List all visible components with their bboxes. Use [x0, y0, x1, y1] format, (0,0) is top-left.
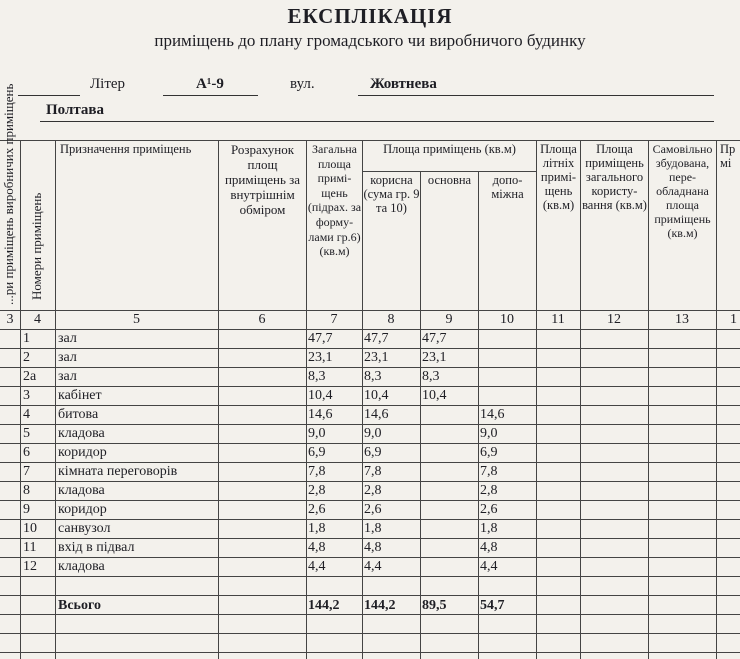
- header-col12: Площа приміщень загального користу-вання (кв.м): [582, 142, 647, 212]
- cell-name: зал: [58, 369, 77, 384]
- header-col14: Пр мі: [720, 142, 736, 170]
- col-number: 4: [34, 312, 41, 327]
- header-col7: Загальна площа примі-щень (підрах. за форму-лами гр.6) (кв.м): [307, 142, 362, 259]
- cell-no: 11: [23, 540, 37, 555]
- cell-name: санвузол: [58, 521, 111, 536]
- document-title: ЕКСПЛІКАЦІЯ: [287, 4, 453, 28]
- cell-name: кабінет: [58, 388, 102, 403]
- col-number: 1: [730, 312, 737, 327]
- cell-no: 6: [23, 445, 30, 460]
- cell-no: 3: [23, 388, 30, 403]
- cell-useful: 6,9: [364, 445, 382, 460]
- cell-useful: 9,0: [364, 426, 382, 441]
- col-number: 3: [6, 312, 14, 327]
- cell-useful: 23,1: [364, 350, 389, 365]
- col-number: 6: [258, 312, 266, 327]
- header-col9: основна: [427, 173, 472, 187]
- header-col6: Розрахунок площ приміщень за внутрішнім обміром: [224, 142, 301, 217]
- cell-main: 8,3: [422, 369, 440, 384]
- liter-label: Літер: [90, 76, 126, 92]
- cell-aux: 7,8: [480, 464, 498, 479]
- cell-name: зал: [58, 350, 77, 365]
- cell-no: 5: [23, 426, 30, 441]
- total-main: 89,5: [422, 598, 447, 613]
- cell-total: 14,6: [308, 407, 333, 422]
- cell-no: 4: [23, 407, 30, 422]
- header-col5: Призначення приміщень: [60, 142, 192, 156]
- cell-main: 23,1: [422, 350, 447, 365]
- cell-name: зал: [58, 331, 77, 346]
- col-number: 12: [607, 312, 621, 327]
- cell-no: 9: [23, 502, 30, 517]
- cell-total: 1,8: [308, 521, 326, 536]
- cell-no: 2а: [23, 369, 37, 384]
- street-label: вул.: [290, 76, 315, 92]
- header-col10: допо-міжна: [491, 173, 524, 201]
- cell-total: 2,6: [308, 502, 326, 517]
- header-col4: Номери приміщень: [29, 192, 44, 300]
- cell-aux: 14,6: [480, 407, 505, 422]
- cell-aux: 2,8: [480, 483, 498, 498]
- cell-no: 1: [23, 331, 30, 346]
- cell-name: кладова: [58, 483, 105, 498]
- col-number: 13: [675, 312, 689, 327]
- cell-no: 8: [23, 483, 30, 498]
- cell-name: коридор: [58, 502, 107, 517]
- total-aux: 54,7: [480, 598, 505, 613]
- cell-useful: 47,7: [364, 331, 389, 346]
- cell-aux: 2,6: [480, 502, 498, 517]
- cell-useful: 2,8: [364, 483, 382, 498]
- col-number: 10: [500, 312, 514, 327]
- cell-aux: 4,4: [480, 559, 498, 574]
- cell-useful: 4,8: [364, 540, 382, 555]
- cell-name: вхід в підвал: [58, 540, 135, 555]
- col-number: 5: [133, 312, 140, 327]
- cell-name: коридор: [58, 445, 107, 460]
- cell-no: 2: [23, 350, 30, 365]
- street-underline: [358, 95, 714, 96]
- document-subtitle: приміщень до плану громадського чи виробничого будинку: [154, 31, 586, 50]
- city-value: Полтава: [46, 102, 105, 118]
- cell-total: 7,8: [308, 464, 326, 479]
- cell-total: 6,9: [308, 445, 326, 460]
- cell-name: битова: [58, 407, 99, 422]
- liter-underline: [163, 95, 258, 96]
- cell-name: кладова: [58, 426, 105, 441]
- header-col11: Площа літніх примі-щень (кв.м): [540, 142, 577, 212]
- cell-aux: 6,9: [480, 445, 498, 460]
- cell-no: 7: [23, 464, 30, 479]
- cell-aux: 9,0: [480, 426, 498, 441]
- cell-useful: 14,6: [364, 407, 389, 422]
- cell-main: 47,7: [422, 331, 447, 346]
- cell-aux: 4,8: [480, 540, 498, 555]
- cell-useful: 10,4: [364, 388, 389, 403]
- header-col8: корисна (сума гр. 9 та 10): [363, 173, 420, 215]
- cell-total: 4,4: [308, 559, 326, 574]
- cell-total: 10,4: [308, 388, 333, 403]
- cell-total: 8,3: [308, 369, 326, 384]
- cell-useful: 4,4: [364, 559, 382, 574]
- cell-total: 4,8: [308, 540, 326, 555]
- total-total: 144,2: [308, 598, 340, 613]
- cell-useful: 8,3: [364, 369, 382, 384]
- total-useful: 144,2: [364, 598, 396, 613]
- header-area-group: Площа приміщень (кв.м): [383, 142, 516, 156]
- col-number: 8: [387, 312, 395, 327]
- cell-no: 10: [23, 521, 37, 536]
- total-name: Всього: [58, 598, 101, 613]
- cell-name: кладова: [58, 559, 105, 574]
- header-col13: Самовільно збудована, пере-обладнана площа приміщень (кв.м): [652, 142, 713, 240]
- cell-useful: 7,8: [364, 464, 382, 479]
- cell-total: 2,8: [308, 483, 326, 498]
- cell-total: 9,0: [308, 426, 326, 441]
- cell-total: 23,1: [308, 350, 333, 365]
- col-number: 7: [330, 312, 338, 327]
- cell-useful: 2,6: [364, 502, 382, 517]
- liter-value: А¹-9: [196, 76, 224, 92]
- cell-main: 10,4: [422, 388, 447, 403]
- header-col3: ...ри приміщень виробничих приміщень: [1, 83, 16, 305]
- cell-no: 12: [23, 559, 37, 574]
- cell-useful: 1,8: [364, 521, 382, 536]
- col-number: 11: [551, 312, 565, 327]
- cell-name: кімната переговорів: [58, 464, 178, 479]
- cell-total: 47,7: [308, 331, 333, 346]
- cell-aux: 1,8: [480, 521, 498, 536]
- city-underline: [40, 121, 714, 122]
- blank-underline: [18, 95, 80, 96]
- col-number: 9: [445, 312, 453, 327]
- street-value: Жовтнева: [370, 76, 437, 92]
